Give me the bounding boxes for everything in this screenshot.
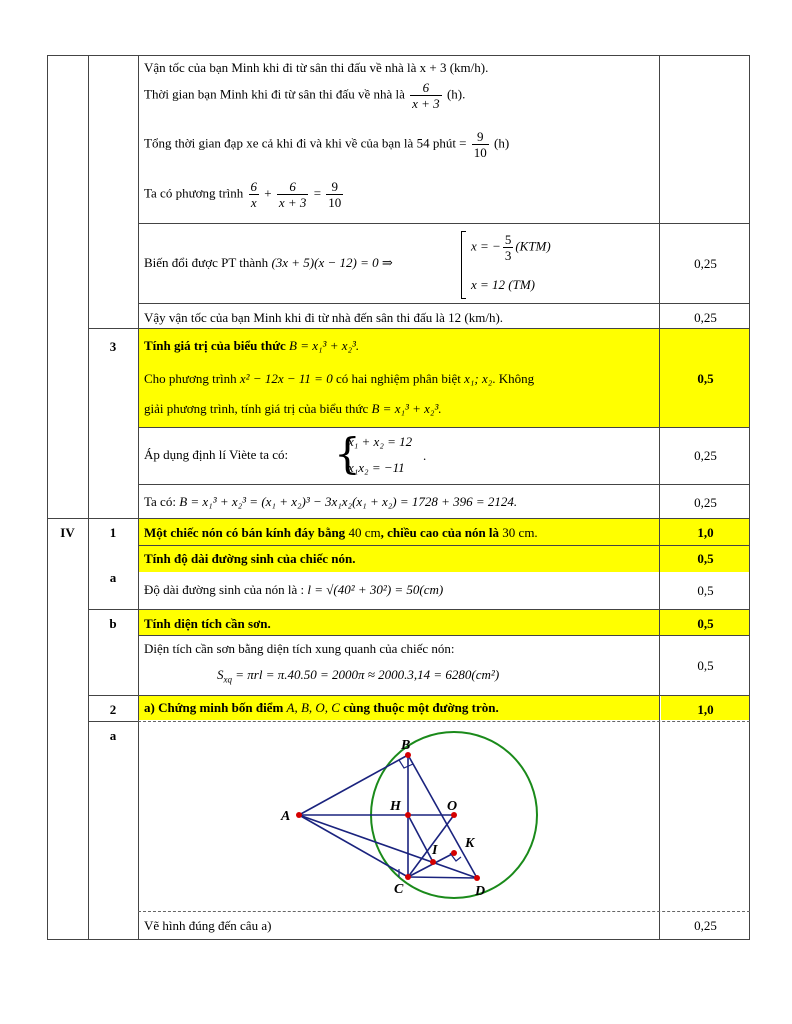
label-a: A xyxy=(281,809,291,824)
point-d xyxy=(474,875,480,881)
geometry-figure xyxy=(47,55,750,940)
solution-2: x = 12 (TM) xyxy=(471,277,536,292)
figure-score: 0,25 xyxy=(694,918,717,933)
q3-number: 3 xyxy=(109,339,117,354)
label-i: I xyxy=(432,843,438,858)
viete-eq-2: x₁x₂ = −11 xyxy=(348,460,405,475)
calc-score: 0,25 xyxy=(694,495,717,510)
q41a-label: a xyxy=(109,570,117,585)
total-time-unit: (h) xyxy=(494,135,510,151)
label-o: O xyxy=(447,799,458,814)
q41a-score: 0,5 xyxy=(697,583,714,598)
q41b-label: b xyxy=(109,616,117,631)
label-c: C xyxy=(394,882,404,897)
q3-line-1: Cho phương trình x² − 12x − 11 = 0 có hai nghiệm phân biệt x₁; x₂. Không xyxy=(144,371,535,386)
point-i xyxy=(430,859,436,865)
figure-note: Vẽ hình đúng đến câu a) xyxy=(144,918,272,933)
q41-title: Một chiếc nón có bán kính đáy bằng 40 cm, chiều cao của nón là 30 cm. xyxy=(144,525,538,540)
eq-fraction-2: $\frac{6}{x + 3}$ xyxy=(278,179,307,210)
transform-expression: (3x + 5)(x − 12) = 0 ⇒ xyxy=(271,255,393,270)
equation-text: Ta có phương trình xyxy=(144,185,244,201)
label-h: H xyxy=(390,799,401,814)
viete-eq-1: x₁ + x₂ = 12 xyxy=(348,434,413,449)
point-a xyxy=(296,812,302,818)
segment-ac xyxy=(299,815,408,877)
q41a-answer: Độ dài đường sinh của nón là : l = √(40² + 30²) = 50(cm) xyxy=(144,582,444,597)
speed-return-line: Vận tốc của bạn Minh khi đi từ sân thi đấu về nhà là x + 3 (km/h). xyxy=(144,60,489,75)
q41a-title: Tính độ dài đường sinh của chiếc nón. xyxy=(144,551,356,566)
q3-title: Tính giá trị của biểu thức B = x₁³ + x₂³. xyxy=(144,338,360,353)
viete-brace: { xyxy=(334,429,361,478)
q41b-title-score: 0,5 xyxy=(697,616,714,631)
q41-score: 1,0 xyxy=(697,525,714,540)
time-return-fraction: $\frac{6}{x + 3}$ xyxy=(412,80,440,111)
eq-fraction-1: $\frac{6}{x}$ xyxy=(250,179,258,210)
answer-key-table xyxy=(47,55,750,940)
q41a-title-score: 0,5 xyxy=(697,551,714,566)
point-k xyxy=(451,850,457,856)
q42-score: 1,0 xyxy=(697,702,714,717)
point-c xyxy=(405,874,411,880)
q3-line-2: giải phương trình, tính giá trị của biểu thức B = x₁³ + x₂³. xyxy=(144,401,442,416)
time-return-unit: (h). xyxy=(446,86,466,102)
viete-score: 0,25 xyxy=(694,448,717,463)
total-time-fraction: $\frac{9}{10}$ xyxy=(473,129,487,160)
label-d: D xyxy=(475,884,486,899)
transform-score: 0,25 xyxy=(694,256,717,271)
eq-fraction-3: $\frac{9}{10}$ xyxy=(328,179,342,210)
label-b: B xyxy=(401,738,411,753)
segment-cd xyxy=(408,877,477,878)
conclusion-line: Vậy vận tốc của bạn Minh khi đi từ nhà đến sân thi đấu là 12 (km/h). xyxy=(144,310,504,325)
transform-text: Biến đổi được PT thành xyxy=(144,255,269,270)
time-return-text: Thời gian bạn Minh khi đi từ sân thi đấu về nhà là xyxy=(144,86,405,102)
q41b-line-1: Diện tích cần sơn bằng diện tích xung quanh của chiếc nón: xyxy=(144,641,455,656)
q41b-line-2: $S_{xq} = \pi rl = \pi.40.50 = 2000\pi \approx 2000.3,14 = 6280(cm^2)$ xyxy=(217,667,500,685)
total-time-text: Tổng thời gian đạp xe cả khi đi và khi về của bạn là 54 phút = xyxy=(144,135,467,151)
q42a-label: a xyxy=(109,728,117,743)
section-iv-label: IV xyxy=(60,525,75,540)
q41-number: 1 xyxy=(109,525,117,540)
viete-line: Áp dụng định lí Viète ta có: xyxy=(144,447,289,462)
conclusion-score: 0,25 xyxy=(694,310,717,325)
q41b-score: 0,5 xyxy=(697,658,714,673)
q42-number: 2 xyxy=(109,702,117,717)
label-k: K xyxy=(465,836,475,851)
equation-line: Ta có phương trình $\frac{6}{x}$ + $\frac{6}{x + 3}$ = $\frac{9}{10}$ xyxy=(144,179,342,210)
q42-title: a) Chứng minh bốn điểm A, B, O, C cùng thuộc một đường tròn. xyxy=(144,700,499,715)
solution-1: x = − $\frac{5}{3}$ (KTM) xyxy=(471,232,551,263)
calc-line: Ta có: B = x₁³ + x₂³ = (x₁ + x₂)³ − 3x₁x₂(x₁ + x₂) = 1728 + 396 = 2124. xyxy=(144,494,518,509)
segment-ad xyxy=(299,815,477,878)
viete-dot: . xyxy=(423,448,427,463)
q41b-title: Tính diện tích cần sơn. xyxy=(144,616,271,631)
q3-score: 0,5 xyxy=(697,371,714,386)
point-h xyxy=(405,812,411,818)
